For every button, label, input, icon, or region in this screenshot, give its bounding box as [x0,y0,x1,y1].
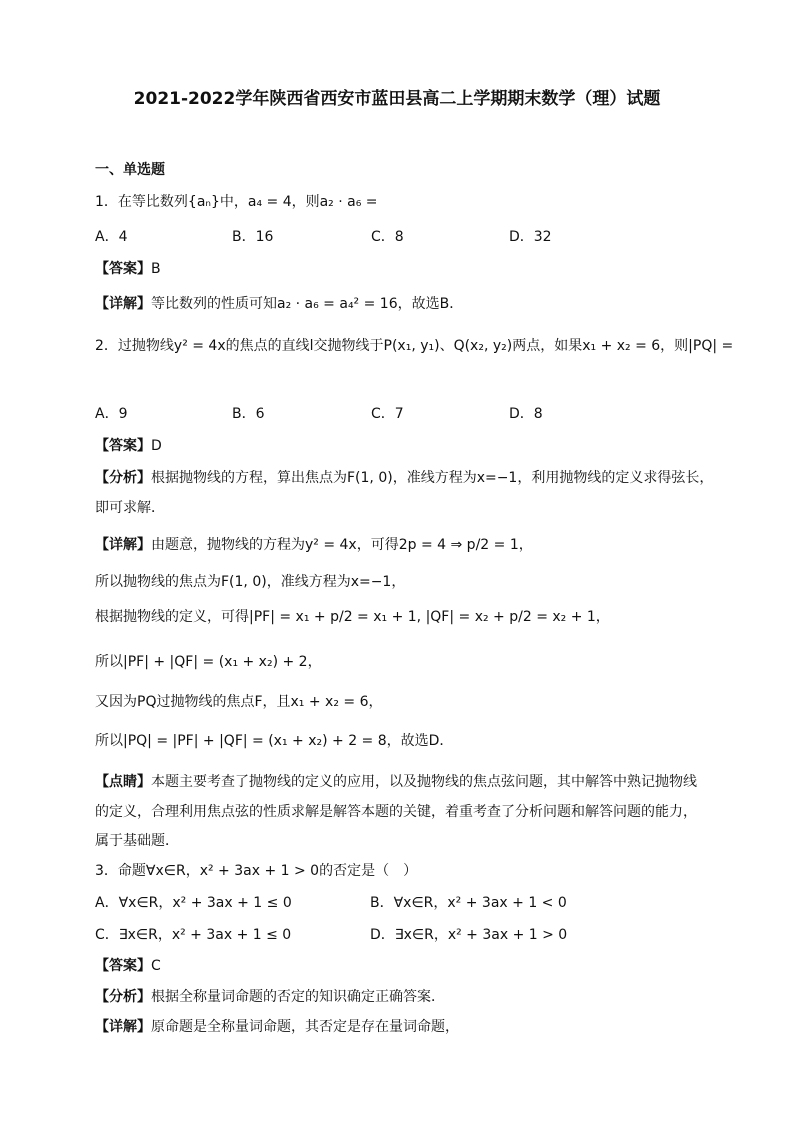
analysis-tag: 【分析】 [95,989,151,1005]
q3-stem: 3．命题∀x∈R，x² + 3ax + 1 > 0的否定是（ ） [95,863,418,879]
q1-option-a: A．4 [95,229,128,245]
q2-detail-line-5: 又因为PQ过抛物线的焦点F，且x₁ + x₂ = 6， [95,694,383,710]
detail-text: 由题意，抛物线的方程为y² = 4x，可得2p = 4 ⇒ p/2 = 1， [151,537,533,553]
q1-option-d: D．32 [509,229,552,245]
q2-option-a: A．9 [95,406,128,422]
q2-option-d: D．8 [509,406,543,422]
q1-stem: 1．在等比数列{aₙ}中，a₄ = 4，则a₂ · a₆ = [95,194,378,210]
detail-text: 原命题是全称量词命题，其否定是存在量词命题， [151,1019,459,1035]
q1-answer [95,259,705,279]
q3-option-c: C．∃x∈R，x² + 3ax + 1 ≤ 0 [95,927,292,943]
q2-comment-line-2: 的定义，合理利用焦点弦的性质求解是解答本题的关键，着重考查了分析问题和解答问题的能力， [95,804,697,820]
q3-option-a: A．∀x∈R，x² + 3ax + 1 ≤ 0 [95,895,292,911]
q2-detail-line-2: 所以抛物线的焦点为F(1, 0)，准线方程为x=−1， [95,574,406,590]
q2-option-c: C．7 [371,406,404,422]
analysis-text: 根据抛物线的方程，算出焦点为F(1, 0)，准线方程为x=−1，利用抛物线的定义求得弦长， [151,470,714,486]
q3-analysis [95,987,705,1007]
answer-value: C [151,958,161,974]
q2-detail-line-6: 所以|PQ| = |PF| + |QF| = (x₁ + x₂) + 2 = 8，故选D． [95,733,454,749]
answer-tag: 【答案】 [95,958,151,974]
detail-tag: 【详解】 [95,1019,151,1035]
q1-option-b: B．16 [232,229,274,245]
q3-answer [95,956,705,976]
answer-value: D [151,438,162,454]
q2-answer [95,436,705,456]
q2-stem: 2．过抛物线y² = 4x的焦点的直线l交抛物线于P(x₁, y₁)、Q(x₂, y₂)两点，如果x₁ + x₂ = 6，则|PQ| = [95,338,734,354]
answer-tag: 【答案】 [95,261,151,277]
detail-tag: 【详解】 [95,296,151,312]
comment-tag: 【点睛】 [95,774,151,790]
analysis-tag: 【分析】 [95,470,151,486]
answer-value: B [151,261,161,277]
q3-option-d: D．∃x∈R，x² + 3ax + 1 > 0 [370,927,568,943]
analysis-text: 根据全称量词命题的否定的知识确定正确答案． [151,989,445,1005]
answer-tag: 【答案】 [95,438,151,454]
q2-analysis-line-1 [95,468,714,488]
q3-option-b: B．∀x∈R，x² + 3ax + 1 < 0 [370,895,567,911]
comment-text: 本题主要考查了抛物线的定义的应用，以及抛物线的焦点弦问题，其中解答中熟记抛物线 [151,774,697,790]
detail-tag: 【详解】 [95,537,151,553]
q2-detail-line-1 [95,535,705,555]
page-title: 2021-2022学年陕西省西安市蓝田县高二上学期期末数学（理）试题 [133,89,661,109]
q2-detail-line-4: 所以|PF| + |QF| = (x₁ + x₂) + 2， [95,654,322,670]
q3-detail [95,1017,705,1037]
q2-analysis-line-2: 即可求解． [95,500,165,516]
q2-option-b: B．6 [232,406,265,422]
q2-comment-line-3: 属于基础题． [95,833,179,849]
q1-detail [95,294,705,314]
q2-comment-line-1 [95,772,705,792]
section-heading: 一、单选题 [95,162,165,178]
q2-detail-line-3: 根据抛物线的定义，可得|PF| = x₁ + p/2 = x₁ + 1, |QF| = x₂ + p/2 = x₂ + 1， [95,609,610,625]
detail-text: 等比数列的性质可知a₂ · a₆ = a₄² = 16，故选B． [151,296,464,312]
q1-option-c: C．8 [371,229,404,245]
